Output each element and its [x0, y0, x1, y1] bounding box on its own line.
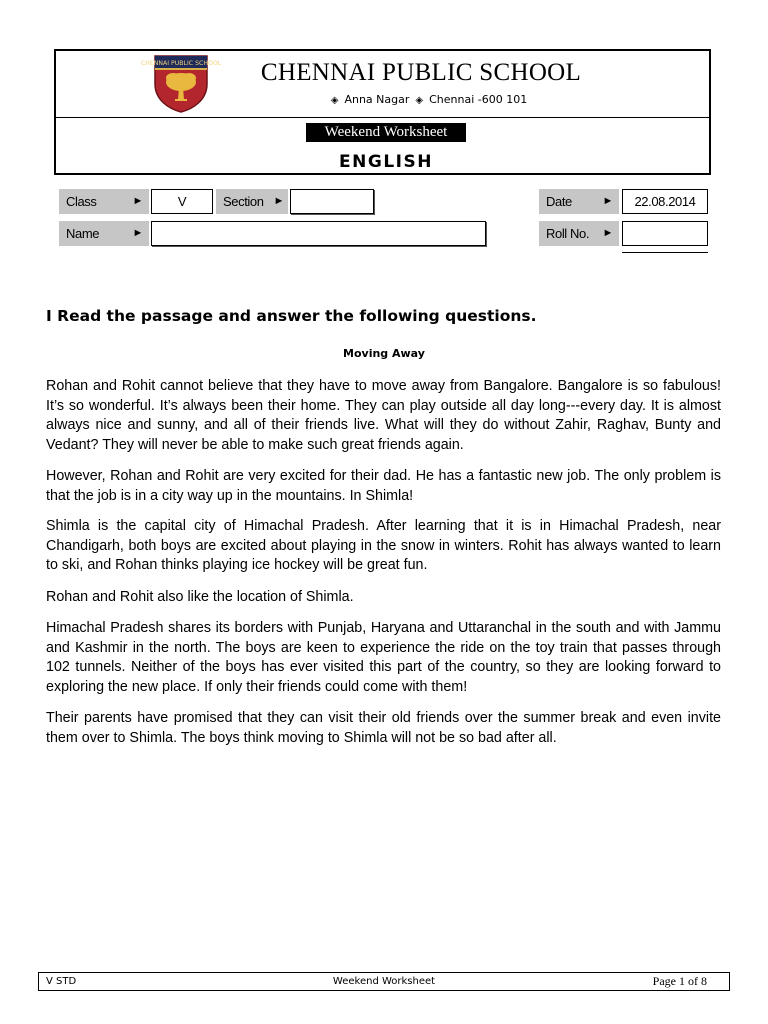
roll-number-underline: [622, 252, 708, 253]
worksheet-banner: Weekend Worksheet: [306, 123, 466, 142]
section-label: Section ►: [216, 189, 288, 214]
footer-class: V STD: [46, 976, 77, 987]
date-label: Date ►: [539, 189, 619, 214]
class-field[interactable]: V: [151, 189, 213, 214]
diamond-bullet-icon: ◈: [415, 95, 424, 106]
class-label: Class ►: [59, 189, 149, 214]
passage-paragraph: Their parents have promised that they can visit their old friends over the summer break and even invite them over to Shimla. The boys think moving to Shimla will not be so bad after all.: [46, 710, 721, 746]
arrow-right-icon: ►: [602, 227, 613, 239]
name-field[interactable]: [151, 221, 486, 246]
subject-title: ENGLISH: [339, 152, 433, 172]
footer-title: Weekend Worksheet: [332, 976, 436, 987]
address-city: Chennai -600 101: [429, 93, 528, 106]
school-crest-logo: [140, 54, 222, 114]
name-label: Name ►: [59, 221, 149, 246]
passage-paragraph: Rohan and Rohit cannot believe that they have to move away from Bangalore. Bangalore is so fabulous! It’s so wonderful. It’s always been their home. They can play outside all day long---every day. It is almost always nice and sunny, and all of their friends live. What will they do without Zahir, Raghav, Bunty and Vedant? They will never be able to make such great friends again.: [46, 378, 721, 453]
passage-paragraph: Shimla is the capital city of Himachal Pradesh. After learning that it is in Himachal Pradesh, near Chandigarh, both boys are excited about playing in the snow in winters. Rohit has always wanted to learn to ski, and Rohan thinks playing ice hockey will be great fun.: [46, 518, 721, 573]
logo-text: CHENNAI PUBLIC SCHOOL: [140, 60, 222, 67]
date-field[interactable]: 22.08.2014: [622, 189, 708, 214]
school-header: [54, 49, 711, 175]
roll-number-label: Roll No. ►: [539, 221, 619, 246]
arrow-right-icon: ►: [132, 195, 143, 207]
address-area: Anna Nagar: [344, 93, 410, 106]
passage-paragraph: Himachal Pradesh shares its borders with Punjab, Haryana and Uttaranchal in the south and with Jammu and Kashmir in the north. The boys are keen to experience the ride on the toy train that passes through 102 tunnels. Neither of the boys has ever visited this part of the country, so they are looking forward to exploring the new place. If only their friends could come with them!: [46, 620, 721, 695]
arrow-right-icon: ►: [132, 227, 143, 239]
passage-paragraph: However, Rohan and Rohit are very excited for their dad. He has a fantastic new job. The only problem is that the job is in a city way up in the mountains. In Shimla!: [46, 468, 721, 504]
header-divider: [56, 117, 709, 118]
school-name: CHENNAI PUBLIC SCHOOL: [260, 59, 582, 86]
school-address: [306, 93, 546, 106]
diamond-bullet-icon: ◈: [330, 95, 339, 106]
arrow-right-icon: ►: [273, 195, 284, 207]
arrow-right-icon: ►: [602, 195, 613, 207]
footer-page-number: Page 1 of 8: [652, 974, 707, 988]
section-field[interactable]: [290, 189, 374, 214]
passage-title: Moving Away: [343, 347, 425, 360]
roll-number-field[interactable]: [622, 221, 708, 246]
passage-paragraph: Rohan and Rohit also like the location of Shimla.: [46, 589, 354, 605]
question-heading: I Read the passage and answer the following questions.: [46, 307, 537, 325]
page-footer: [38, 972, 730, 991]
